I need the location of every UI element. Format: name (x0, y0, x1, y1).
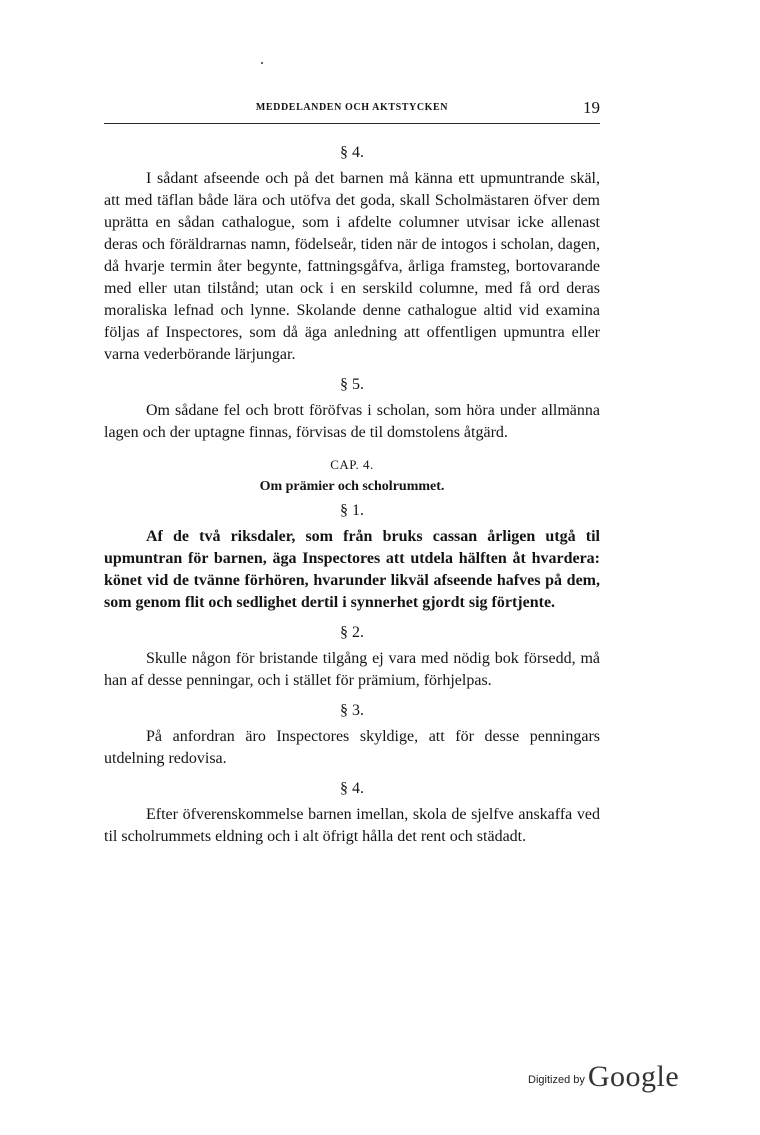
page-number: 19 (583, 98, 600, 117)
running-title: MEDDELANDEN OCH AKTSTYCKEN (255, 102, 449, 113)
page-header (104, 98, 600, 124)
body-text (104, 142, 600, 856)
section-heading: § 4. (340, 144, 364, 161)
paragraph: Om sådane fel och brott föröfvas i scholan, som höra under allmänna lagen och der uptagne finnas, förvisas de til domstolens åtgärd. (104, 402, 600, 441)
paragraph: I sådant afseende och på det barnen må känna ett upmuntrande skäl, att med täflan både lära och utöfva det goda, skall Scholmästaren öfver dem uprätta en sådan cathalogue, som i afdelte columner utvisar icke allenast deras och föräldrarnas namn, födelseår, tiden när de intogos i scholan, dagen, då hvarje termin åter begynte, fattningsgåfva, årliga framsteg, bortovarande med eller utan tilstånd; utan ock i en serskild columne, med få ord deras moraliska lefnad och lynne. Skolande denne cathalogue altid vid examina följas af Inspectores, som då äga anledning att offentligen upmuntra eller varna vederbörande lärjungar. (104, 170, 600, 363)
section-heading: § 5. (340, 376, 364, 393)
paragraph: Skulle någon för bristande tilgång ej vara med nödig bok försedd, må han af desse penningar, och i stället för prämium, förhjelpas. (104, 650, 600, 689)
section-heading: § 2. (340, 624, 364, 641)
section-heading: § 3. (340, 702, 364, 719)
google-wordmark: Google (587, 1060, 680, 1093)
chapter-heading: CAP. 4. (330, 457, 374, 472)
digitized-by-label: Digitized by (528, 1074, 585, 1086)
digitization-stamp (528, 1054, 679, 1094)
section-heading: § 1. (340, 502, 364, 519)
header-rule (104, 123, 600, 124)
chapter-title: Om prämier och scholrummet. (259, 479, 445, 494)
paragraph: Af de två riksdaler, som från bruks cassan årligen utgå til upmuntran för barnen, äga Inspectores att utdela hälften åt hvardera: könet vid de tvänne förhören, hvarunder likväl afseende hafves på dem, som genom flit och sedlighet dertil i synnerhet gjordt sig förtjente. (104, 528, 600, 611)
print-speck (261, 62, 263, 64)
paragraph: På anfordran äro Inspectores skyldige, att för desse penningars utdelning redovisa. (104, 728, 600, 767)
section-heading: § 4. (340, 780, 364, 797)
paragraph: Efter öfverenskommelse barnen imellan, skola de sjelfve anskaffa ved til scholrummets eldning och i alt öfrigt hålla det rent och städadt. (104, 806, 600, 845)
